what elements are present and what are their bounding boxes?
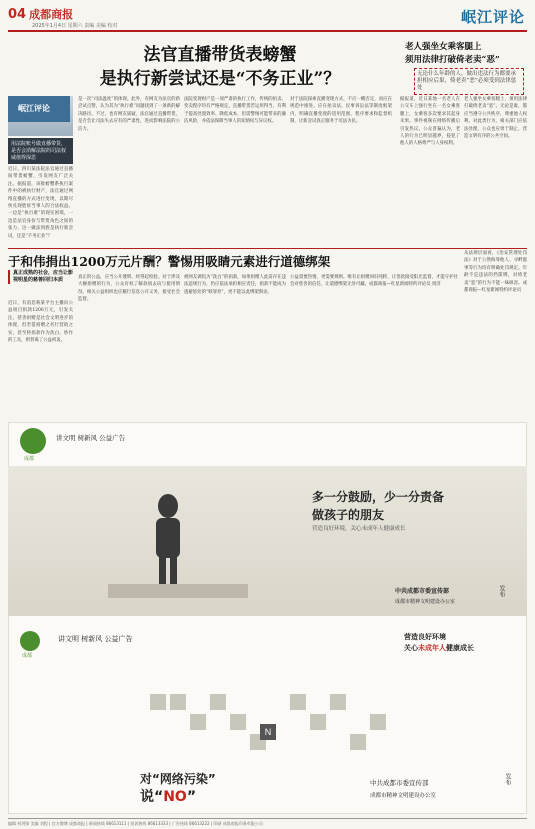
- article-column-3: 法院变现财产是一项严肃的执行工作，传统的拍卖、变卖程序均有严格规定。直播带货若运用得当，有利于提高处置效率、降低成本，但需警惕可能带来的廉洁风险，并依法保障当事人的知情权与异议权。: [184, 97, 286, 125]
- ad-slogan-sub: 做孩子的朋友: [312, 508, 385, 522]
- svg-text:N: N: [264, 727, 272, 737]
- article2-column-3: 被网友调侃为“洗白”的捐款，如果捐赠人此前存在违法违规行为，仍应依法承担相应责任，捐款不能成为逃避惩处的“赎罪券”，更不能以此绑架舆论。: [184, 275, 286, 295]
- page-number: 04 成都商报: [8, 7, 74, 22]
- article-column-6: 老人强坐女乘客腿上，须用法律打破倚老卖“恶”。无论是谁，都应当遵守公共秩序，尊重他人权利。对此类行为，相关部门应依法处理，公众也应勇于制止，营造文明有序的公共空间。: [464, 97, 527, 140]
- ad2-organizer-2: 成都市精神文明建设办公室: [370, 793, 437, 799]
- article-column-4: 对于法院探索直播变现方式，不应一概否定，而应在规范中推进。应在拍卖法、民事诉讼法等制度框架内，明确直播变现的适用范围、程序要求和监督机制，让新尝试真正服务于司法为民。: [290, 97, 392, 125]
- ad-organizer-2: 成都市精神文明建设办公室: [395, 599, 456, 605]
- header-rule: [8, 30, 527, 32]
- ad-slogan-main: 多一分鼓励，少一分责备: [312, 490, 445, 504]
- article-column-1: 近日，四川某法院法官通过直播间带货螃蟹，引发网友广泛关注。据报道，该批螃蟹系执行案件中的被执行财产，法官通过网络直播的方式进行变现，以期尽快兑现胜诉当事人的合法权益。一边是“执行难”的现实困境，一边是法官身份与带货角色之间的张力，这一做法到底是执行新尝试，还是“不务正业”？: [8, 167, 73, 239]
- second-subhead: 真正成熟的社会，应当让影视明星的慈善回归本质: [8, 270, 73, 284]
- ad-header: 讲文明 树新风 公益广告: [56, 434, 126, 442]
- article2-column-1: 近日，有消息称某平台主播向公益项目捐款1200万元，引发关注。慈善捐赠是社会文明进步的体现，但若借捐赠之名行营销之实，甚至将捐款作为洗白、炒作的工具，则背离了公益初衷。: [8, 301, 73, 344]
- ad2-slogan-3: 对“网络污染”: [140, 772, 216, 786]
- section-divider: [8, 248, 527, 249]
- side-subhead: 无论什么年龄的人，做出违法行为都要承担相应后果，倚老卖“恶”必须受到法律惩处: [414, 68, 524, 95]
- ad-header-2: 讲文明 树新风 公益广告: [58, 635, 133, 643]
- ad2-slogan-4: 说“NO”: [140, 789, 197, 805]
- logo-caption-2: 成都: [22, 653, 33, 659]
- civilization-logo: [20, 428, 46, 454]
- ad2-organizer: 中共成都市委宣传部: [370, 779, 429, 787]
- main-headline-line2: 是执行新尝试还是“不务正业”？: [99, 69, 341, 89]
- ad-organizer: 中共成都市委宣传部: [395, 588, 450, 595]
- civilization-logo-2: [20, 631, 40, 651]
- footer: 编辑 何剑锋 美编 刘程 | 官方微博 成都商报 | 新闻热线 86613111 | 投诉热线 86613333 | 广告热线 86613222 | 印刷 成都商报印务有限公司: [8, 818, 527, 827]
- article2-column-4: 公益需要热情，更需要规则。唯有让捐赠回归纯粹，让善款接受阳光监督，才能守护社会对慈善的信任，让道德绑架无处可藏。成都商报—红星新闻特约评论员 周济: [290, 275, 458, 288]
- paper-name: 成都商报: [29, 8, 74, 21]
- second-headline: 于和伟捐出1200万元片酬？警惕用吸睛元素进行道德绑架: [8, 254, 331, 269]
- pull-quote: 用法院账号做直播带货，是否会消解法院的司法权威值得深思: [8, 138, 73, 164]
- commentary-badge: 岷江评论: [8, 96, 70, 122]
- side-headline-line1: 老人强坐女乘客腿上: [405, 42, 482, 52]
- article-column-7: 从法律层面看，《治安管理处罚法》对于公然侮辱他人、寻衅滋事等行为均有明确处罚规定。年龄不是违法的挡箭牌，对倚老卖“恶”的行为不能一味纵容。成都商报—红星新闻特约评论员: [464, 251, 527, 294]
- ad-banner-top: [8, 466, 527, 616]
- main-headline-line1: 法官直播带货表螃蟹: [143, 45, 297, 65]
- article-column-2: 是一次“司法温度”的体现。此外，有网友为法官的新尝试点赞，认为其为“执行难”问题找到了一条新的解决路径。不过，也有网友质疑，法官通过直播带货，是否会让司法失去应有的严肃性，进而影响法院的公信力。: [78, 97, 180, 132]
- logo-caption: 成都: [24, 456, 35, 462]
- ad-publish-label: 发布: [498, 585, 505, 597]
- date-line: 2025年1月4日 星期六 责编 美编 校对: [32, 23, 118, 29]
- article-column-5: 据报道，近日某地一名老人在公交车上强行坐在一名女乘客腿上，女乘客多次要求其起身未果。事件视频在网络传播后引发热议。公众普遍认为，老人的行为已明显越界，侵犯了他人的人格尊严与人身权利。: [400, 97, 460, 147]
- ad2-slogan-2: 关心未成年人健康成长: [404, 644, 474, 652]
- pixel-grid-graphic: [150, 684, 390, 784]
- ad2-slogan-1: 营造良好环境: [404, 633, 446, 641]
- ad-slogan-small: 营造良好环境，关心未成年人健康成长: [312, 526, 406, 532]
- child-silhouette-illustration: [8, 466, 527, 616]
- article2-column-2: 真正的公益，应当公开透明、经得起检验。对于涉及大额捐赠的行为，公众有权了解款项去向与使用情况，相关公益组织也应履行信息公开义务，接受社会监督。: [78, 275, 180, 303]
- ad2-publish-label: 发布: [504, 773, 511, 785]
- side-headline-line2: 须用法律打破倚老卖“恶”: [405, 55, 500, 65]
- section-title: 岷江评论: [460, 8, 525, 26]
